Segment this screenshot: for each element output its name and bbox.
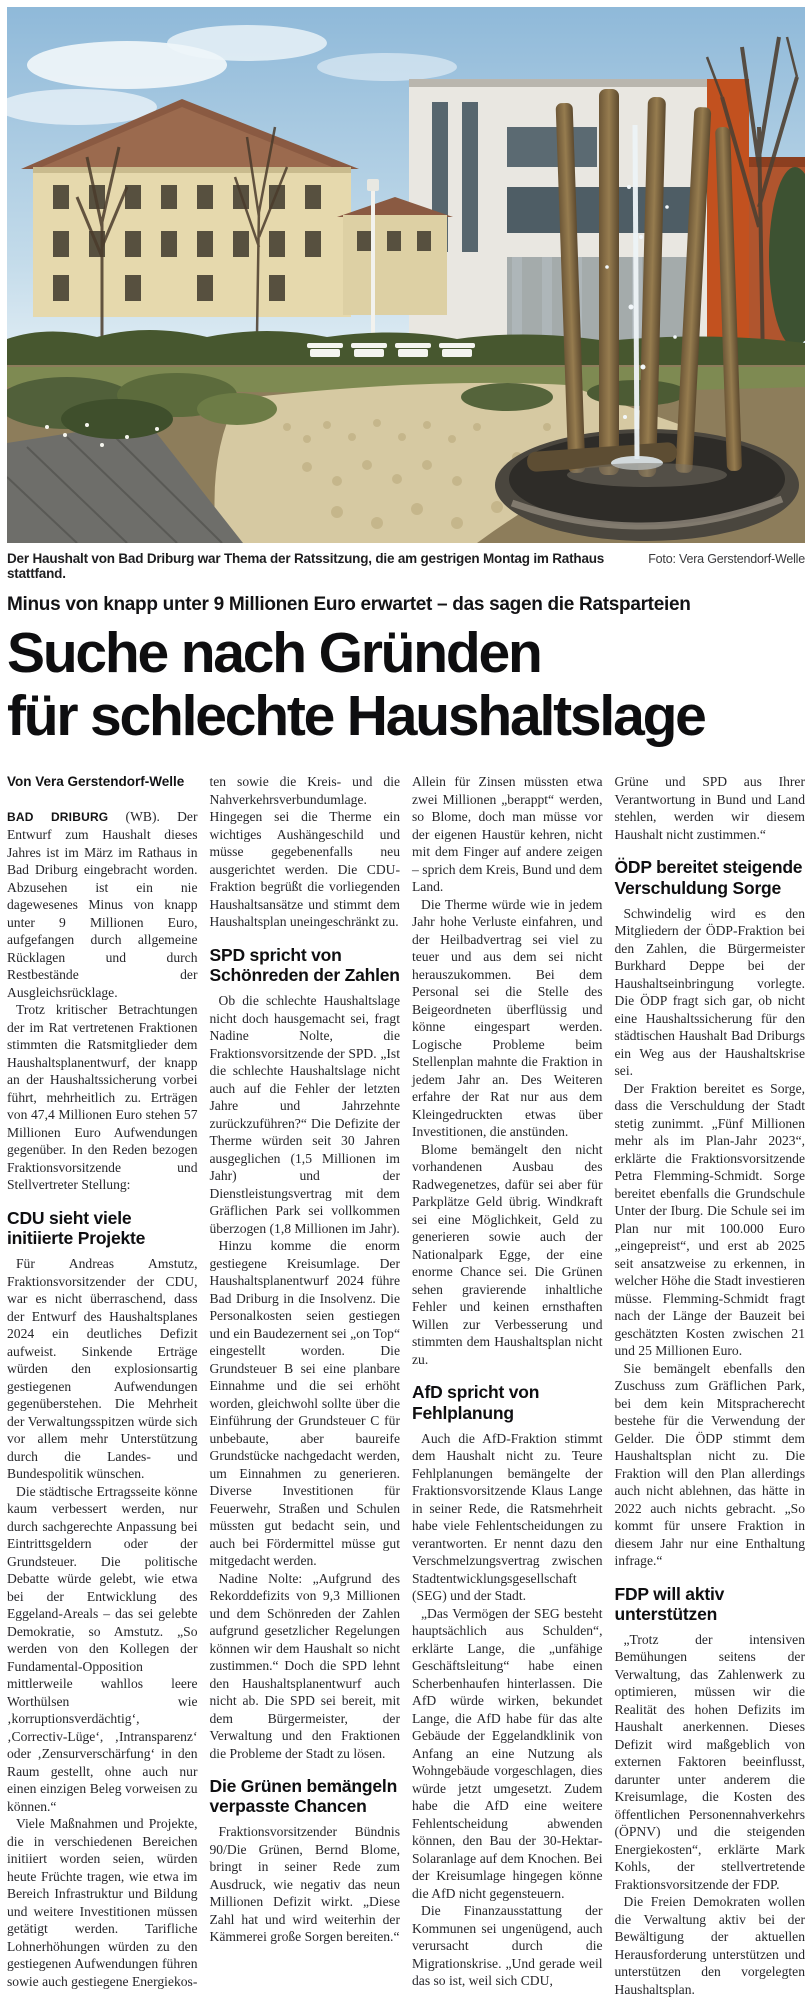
- paragraph: Für Andreas Amstutz, Fraktionsvorsitzender der CDU, war es nicht überraschend, dass der Entwurf des Haushaltsplanes 2024 ein deutliches Defizit aufweist. Sinkende Erträge würden den explosionsartig gestiegenen Aufwendungen gegenüberstehen. Die Mehrheit der Verwaltungsspitzen würde sich vor allem mehr Unterstützung durch die Landes- und Bundespolitik wünschen.: [7, 1256, 198, 1482]
- article-column: [210, 773, 401, 1998]
- paragraph: Die städtische Ertragsseite könne kaum verbessert werden, nur durch sachgerechte Anpassung bei Eintrittsgeldern oder der Grundsteuer. Die politische Debatte würde gelebt, wie etwa bei der Entwicklung des Eggeland-Areals – das sei gelebte Demokratie, so Amstutz. „So werden von den Kollegen der Fundamental-Opposition mittlerweile wahllos leere Worthülsen wie ‚korruptionsverdächtig‘, ‚Correctiv-Lüge‘, ‚Intransparenz‘ oder ‚Zensurverschärfung‘ in den Raum gestellt, ohne auch nur einen einzigen Beleg vorweisen zu können.“: [7, 1483, 198, 1814]
- kicker: Minus von knapp unter 9 Millionen Euro erwartet – das sagen die Ratsparteien: [7, 594, 691, 615]
- article-body: [7, 773, 805, 1998]
- paragraph: Die Therme würde wie in jedem Jahr hohe Verluste einfahren, und der Heilbadvertrag sei viel zu teuer und aus dem sei nicht herauszukommen. Bei dem Personal sei die Stelle des Beigeordneten überflüssig und könne eingespart werden. Logische Probleme beim Stellenplan mahnte die Fraktion in jedem Jahr an. Des Weiteren erfahre der Rat nur aus dem Kleingedruckten etwas über Investitionen, die anstünden.: [412, 896, 603, 1140]
- headline: [7, 622, 805, 747]
- caption-row: [7, 551, 805, 581]
- paragraph: Grüne und SPD aus Ihrer Verantwortung in Bund und Land stehlen, werden wir diesem Haushalt nicht zustimmen.“: [614, 774, 805, 842]
- paragraph: Die Freien Demokraten wollen die Verwaltung aktiv bei der Bewältigung der aktuellen Herausforderung unterstützen und unterstützen den vorgelegten Haushaltsplan.: [614, 1894, 805, 1997]
- article-column: [7, 773, 198, 1998]
- paragraph: ten sowie die Kreis- und die Nahverkehrsverbundumlage. Hingegen sei die Therme ein wichtiges Aushängeschild und müsse gegebenenfalls neu ausgerichtet werden. Die CDU-Fraktion begrüßt die vorliegenden Haushaltsansätze und stimmt dem Haushaltsplan uneingeschränkt zu.: [209, 774, 400, 930]
- headline-line-1: Suche nach Gründen: [7, 621, 541, 685]
- paragraph: Trotz kritischer Betrachtungen der im Rat vertretenen Fraktionen stimmten die Ratsmitglieder dem Haushaltsplanentwurf, der knapp an der Haushaltssicherung vorbei führt, mehrheitlich zu. Erträgen von 47,4 Millionen Euro stehen 57 Millionen Euro Aufwendungen gegenüber. In den Reden bezogen Fraktionsvorsitzende und Stellvertreter Stellung:: [7, 1002, 198, 1193]
- byline: Von Vera Gerstendorf-Welle: [7, 774, 185, 790]
- section-heading: CDU sieht viele initiierte Projekte: [7, 1207, 146, 1248]
- article-column: [412, 773, 603, 1998]
- paragraph: Fraktionsvorsitzender Bündnis 90/Die Grünen, Bernd Blome, bringt in seiner Rede zum Ausdruck, wie negativ das neun Millionen Defizit wirkt. „Diese Zahl hat und wird weiterhin der Kämmerei große Sorgen bereiten.“: [209, 1824, 400, 1945]
- article-photo: [7, 7, 805, 543]
- paragraph: Ob die schlechte Haushaltslage nicht doch hausgemacht sei, fragt Nadine Nolte, die Fraktionsvorsitzende der SPD. „Ist die schlechte Haushaltslage nicht auch auf die Fehler der letzten Jahre und Jahrzehnte zurückzuführen?“ Die Defizite der Therme würden seit 30 Jahren ausgeglichen (1,5 Millionen im Jahr) und der Dienstleistungsvertrag mit dem Gräflichen Park sei vollkommen überzogen (1,8 Millionen im Jahr).: [209, 993, 400, 1236]
- section-heading: AfD spricht von Fehlplanung: [412, 1382, 540, 1423]
- paragraph: Viele Maßnahmen und Projekte, die in verschiedenen Bereichen initiiert worden seien, würden heute Früchte tragen, wie etwa im Bereich Infrastruktur und Bildung und weitere Investitionen müssen getätigt werden. Tarifliche Lohnerhöhungen würden zu den gestiegenen Aufwendungen führen sowie auch gestiegene Energiekos-: [7, 1816, 198, 1989]
- townhall-fountain-photo: [7, 7, 805, 543]
- paragraph: Auch die AfD-Fraktion stimmt dem Haushalt nicht zu. Teure Fehlplanungen bemängelte der Fraktionsvorsitzende Klaus Lange in seiner Rede, die Ratsmehrheit habe viele Fehlentscheidungen zu verantworten. Er nennt dazu den Verschmelzungsvertrag zwischen Stadtentwicklungsgesellschaft (SEG) und der Stadt.: [412, 1430, 603, 1604]
- cloud: [317, 53, 457, 81]
- cloud: [167, 25, 327, 61]
- section-heading: FDP will aktiv unterstützen: [614, 1583, 725, 1624]
- photo-caption: Der Haushalt von Bad Driburg war Thema der Ratssitzung, die am gestrigen Montag im Rathaus stattfand.: [7, 551, 605, 581]
- paragraph: Schwindelig wird es den Mitgliedern der ÖDP-Fraktion bei den Zahlen, die Bürgermeister Burkhard Deppe bei der Haushaltseinbringung vorlegte. Die ÖDP fragt sich gar, ob nicht eine Haushaltssicherung für den städtischen Haushalt Bad Driburgs ein Weg aus der Haushaltskrise sei.: [614, 905, 805, 1079]
- paragraph: Nadine Nolte: „Aufgrund des Rekorddefizits von 9,3 Millionen und dem Schönreden der Zahlen aufgrund gesetzlicher Regelungen können wir dem Haushalt so nicht zustimmen.“ Doch die SPD lehnt den Haushaltsplanentwurf auch nicht ab. Die SPD sei bereit, mit dem Bürgermeister, der Verwaltung und den Fraktionen die Probleme der Stadt zu lösen.: [209, 1570, 400, 1761]
- paragraph: Allein für Zinsen müssten etwa zwei Millionen „berappt“ werden, so Blome, doch man müsse vor der eigenen Haustür kehren, nicht mit dem Finger auf andere zeigen – sprich dem Kreis, Bund und dem Land.: [412, 774, 603, 895]
- section-heading: ÖDP bereitet steigende Verschuldung Sorge: [614, 857, 803, 898]
- paragraph: Hinzu komme die enorm gestiegene Kreisumlage. Der Haushaltsplanentwurf 2024 führe Bad Driburg in die Insolvenz. Die Personalkosten seien gestiegen und ein Baudezernent sei „on Top“ eingestellt worden. Die Grundsteuer B sei eine planbare Einnahme und die sei erhöht worden, gleichwohl sollte über die Einführung der Grundsteuer C für unbebaute, aber baureife Grundstücke nachgedacht werden, um Einnahmen zu generieren. Diverse Investitionen für Feuerwehr, Straßen und Schulen müssten gut bedacht sein, und auch bei Fördermittel müsse gut mitgedacht werden.: [209, 1238, 400, 1569]
- paragraph: Der Fraktion bereitet es Sorge, dass die Verschuldung der Stadt stetig zunimmt. „Fünf Millionen mehr als im Plan-Jahr 2023“, erklärte die Fraktionsvorsitzende Petra Flemming-Schmidt. Sorge bereitet ebenfalls die Grundschule Unter der Iburg. Die Schule sei im Plan nur mit 100.000 Euro „eingepreist“, und erst ab 2025 seit ansatzweise zu erkennen, in welcher Höhe die Stadt investieren müsse. Flemming-Schmidt fragt nach der Länge der Bauzeit bei geschätzten Kosten zwischen 21 und 25 Millionen Euro.: [614, 1080, 805, 1359]
- paragraph: Sie bemängelt ebenfalls den Zuschuss zum Gräflichen Park, bei dem kein Mitspracherecht bestehe für die Verwendung der Gelder. Die ÖDP stimmt dem Haushaltsplan nicht zu. Die Fraktion will den Plan allerdings auch nicht ablehnen, das hätte in 2022 auch nichts gebracht. „So kommt für unsere Fraktion in diesem Jahr nur eine Enthaltung infrage.“: [614, 1360, 805, 1569]
- paragraph: „Trotz der intensiven Bemühungen seitens der Verwaltung, das Zahlenwerk zu optimieren, müssen wir die Realität des hohen Defizits im Haushalt anerkennen. Dieses Defizit wird maßgeblich von externen Faktoren beeinflusst, darunter unter anderem die Kreisumlage, die Kosten des öffentlichen Personennahverkehrs (ÖPNV) und die steigenden Energiekosten“, erklärte Mark Kohls, der stellvertretende Fraktionsvorsitzende der FDP.: [614, 1631, 805, 1892]
- lead-paragraph: BAD DRIBURG (WB). Der Entwurf zum Haushalt dieses Jahres ist im März im Rathaus in Bad Driburg eingebracht worden. Abzusehen ist ein nie dagewesenes Minus von knapp unter 9 Millionen Euro, aufgefangen durch allgemeine Rücklagen und durch Restbestände der Ausgleichsrücklage.: [7, 808, 198, 1000]
- paragraph: Blome bemängelt den nicht vorhandenen Ausbau des Radwegenetzes, dafür sei aber für Parkplätze Geld übrig. Windkraft sei eine Möglichkeit, Geld zu generieren sowie auch der Nationalpark Egge, der eine enorme Chance sei. Die Grünen sehen gravierende inhaltliche Fehler und keinen ernsthaften Willen zur Verbesserung und stimmten dem Haushaltsplan nicht zu.: [412, 1141, 603, 1367]
- section-heading: SPD spricht von Schönreden der Zahlen: [209, 944, 400, 985]
- section-heading: Die Grünen bemängeln verpasste Chancen: [209, 1776, 398, 1817]
- dateline: BAD DRIBURG: [7, 809, 109, 824]
- headline-line-2: für schlechte Haushaltslage: [7, 683, 705, 748]
- paragraph: „Das Vermögen der SEG besteht hauptsächlich aus Schulden“, erklärte Lange, die „unfähige Geschäftsleitung“ habe einen Scherbenhaufen hinterlassen. Die AfD würde wirken, bekundet Lange, die AfD habe für das alte Gebäude der Eggelandklinik von Anfang an eine Nutzung als Wohngebäude vorgeschlagen, dies würde jetzt umgesetzt. Zudem habe die AfD eine weitere Fehlentscheidung abwenden können, den Bau der 30-Hektar-Solaranlage auf dem Knochen. Bei der Kreisumlage hingegen könne die AfD nicht gegensteuern.: [412, 1605, 603, 1901]
- photo-credit: Foto: Vera Gerstendorf-Welle: [648, 552, 805, 566]
- article-column: [615, 773, 806, 1998]
- paragraph: Die Finanzausstattung der Kommunen sei ungenügend, auch verursacht durch die Migrationskrise. „Und gerade weil das so ist, weil sich CDU,: [412, 1903, 603, 1989]
